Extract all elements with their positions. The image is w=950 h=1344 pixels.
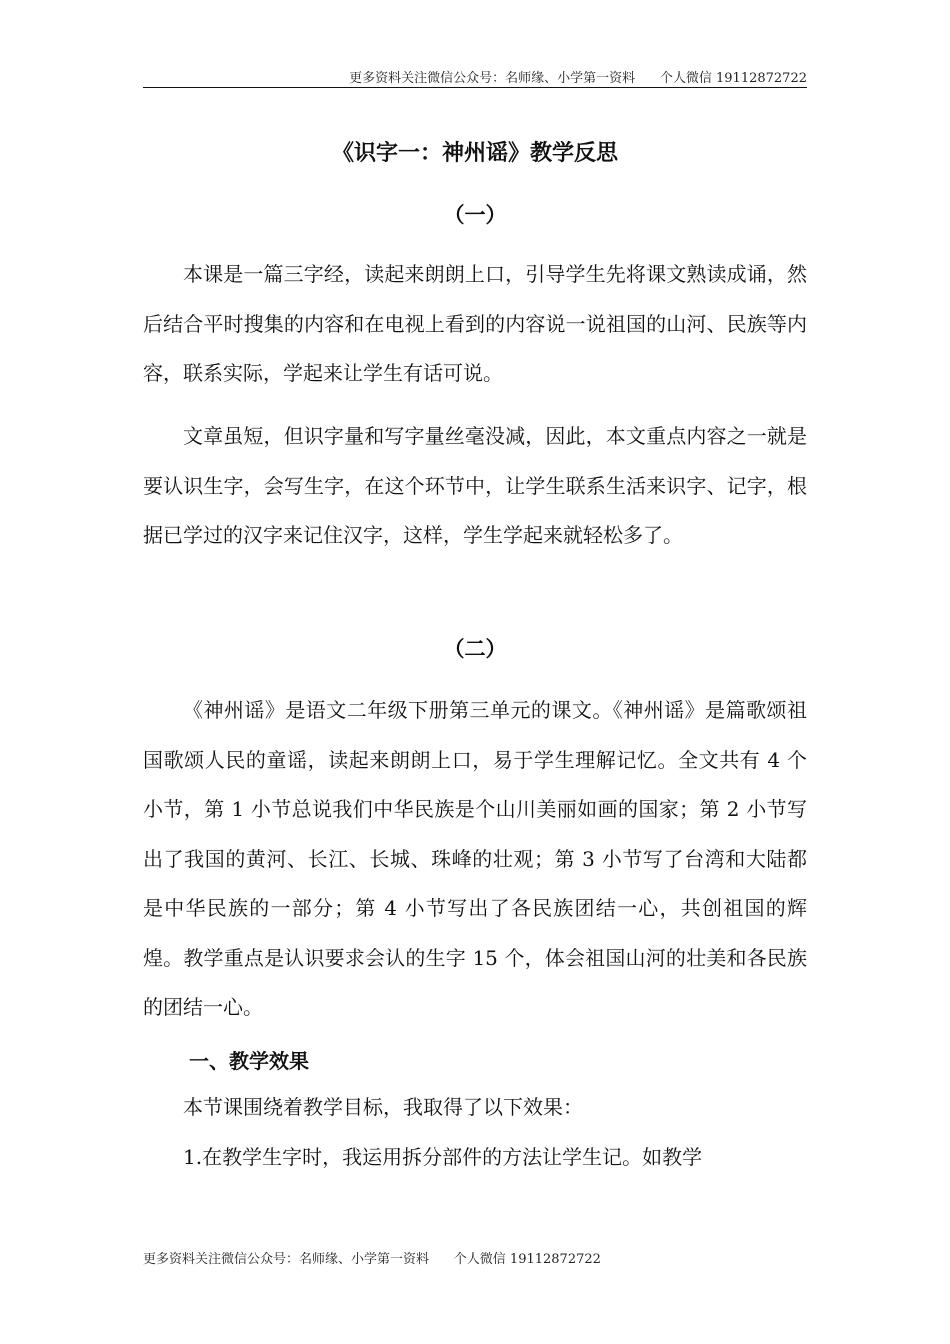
header-text: 更多资料关注微信公众号：名师缘、小学第一资料 个人微信 19112872722	[349, 71, 807, 86]
section-heading-2: （二）	[443, 637, 507, 661]
paragraph-1: 本课是一篇三字经，读起来朗朗上口，引导学生先将课文熟读成诵，然后结合平时搜集的内容和在电视上看到的内容说一说祖国的山河、民族等内容，联系实际，学起来让学生有话可说。	[143, 262, 807, 385]
paragraph-3: 《神州谣》是语文二年级下册第三单元的课文。《神州谣》是篇歌颂祖国歌颂人民的童谣，读起来朗朗上口，易于学生理解记忆。全文共有 4 个小节，第 1 小节总说我们中华民族是个山川美丽如画的国家；第 2 小节写出了我国的黄河、长江、长城、珠峰的壮观；第 3 小节写了台湾和大陆都是中华民族的一部分；第 4 小节写出了各民族团结一心，共创祖国的辉煌。教学重点是认识要求会认的生字 15 个，体会祖国山河的壮美和各民族的团结一心。	[143, 698, 807, 1019]
paragraph-2: 文章虽短，但识字量和写字量丝毫没减，因此，本文重点内容之一就是要认识生字，会写生字，在这个环节中，让学生联系生活来识字、记字，根据已学过的汉字来记住汉字，这样，学生学起来就轻松多了。	[143, 424, 807, 547]
subheading-teaching-effect: 一、教学效果	[189, 1049, 309, 1073]
header-divider	[143, 87, 807, 88]
section-heading-1: （一）	[443, 203, 507, 227]
document-title: 《识字一：神州谣》教学反思	[331, 141, 618, 166]
paragraph-5: 1.在教学生字时，我运用拆分部件的方法让学生记。如教学	[183, 1145, 703, 1169]
footer-text: 更多资料关注微信公众号：名师缘、小学第一资料 个人微信 19112872722	[143, 1252, 601, 1267]
paragraph-4: 本节课围绕着教学目标，我取得了以下效果：	[183, 1095, 583, 1119]
